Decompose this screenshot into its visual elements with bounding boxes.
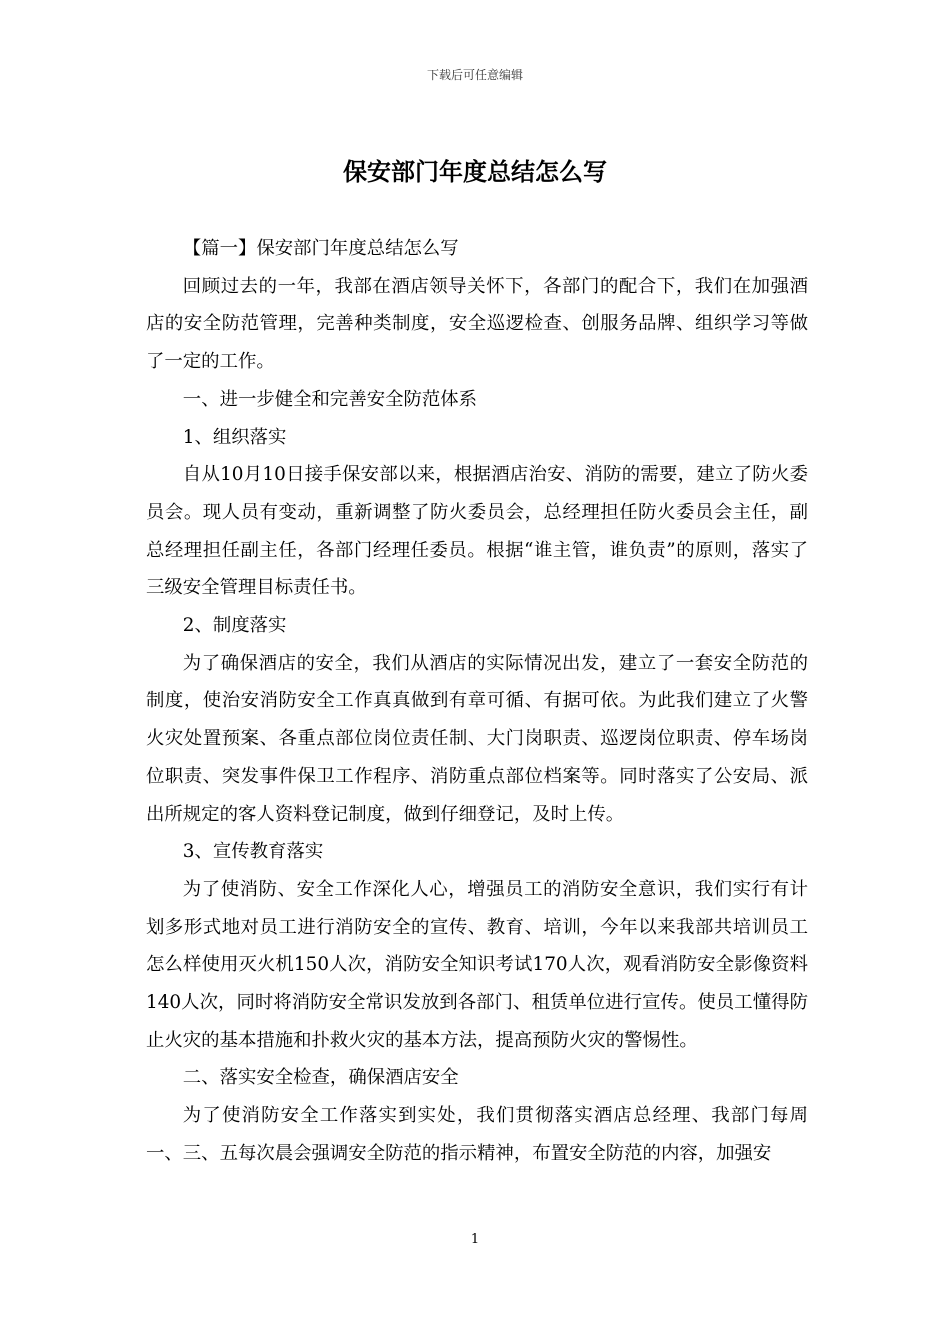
paragraph-system: 为了确保酒店的安全，我们从酒店的实际情况出发，建立了一套安全防范的制度，使治安消防安全工作真真做到有章可循、有据可依。为此我们建立了火警火灾处置预案、各重点部位岗位责任制、大门岗职责、巡逻岗位职责、停车场岗位职责、突发事件保卫工作程序、消防重点部位档案等。同时落实了公安局、派出所规定的客人资料登记制度，做到仔细登记，及时上传。 xyxy=(146,652,808,825)
section-heading-1: 一、进一步健全和完善安全防范体系 xyxy=(182,388,478,410)
subheading-organization: 1、组织落实 xyxy=(182,426,287,448)
paragraph-review: 回顾过去的一年，我部在酒店领导关怀下，各部门的配合下，我们在加强酒店的安全防范管理，完善种类制度，安全巡逻检查、创服务品牌、组织学习等做了一定的工作。 xyxy=(146,275,808,373)
document-body xyxy=(146,230,808,1173)
section-heading-part-one: 【篇一】保安部门年度总结怎么写 xyxy=(182,238,459,259)
header-note: 下载后可任意编辑 xyxy=(426,68,523,82)
subheading-system: 2、制度落实 xyxy=(182,615,287,637)
document-title: 保安部门年度总结怎么写 xyxy=(343,157,607,186)
section-heading-2: 二、落实安全检查，确保酒店安全 xyxy=(182,1067,459,1089)
paragraph-inspection: 为了使消防安全工作落实到实处，我们贯彻落实酒店总经理、我部门每周一、三、五每次晨会强调安全防范的指示精神，布置安全防范的内容，加强安 xyxy=(146,1105,808,1164)
paragraph-organization: 自从10月10日接手保安部以来，根据酒店治安、消防的需要，建立了防火委员会。现人员有变动，重新调整了防火委员会，总经理担任防火委员会主任，副总经理担任副主任，各部门经理任委员。根据“谁主管，谁负责”的原则，落实了三级安全管理目标责任书。 xyxy=(146,464,808,599)
subheading-education: 3、宣传教育落实 xyxy=(182,841,324,863)
paragraph-education: 为了使消防、安全工作深化人心，增强员工的消防安全意识，我们实行有计划多形式地对员工进行消防安全的宣传、教育、培训，今年以来我部共培训员工怎么样使用灭火机150人次，消防安全知识考试170人次，观看消防安全影像资料140人次，同时将消防安全常识发放到各部门、租赁单位进行宣传。使员工懂得防止火灾的基本措施和扑救火灾的基本方法，提高预防火灾的警惕性。 xyxy=(146,878,808,1051)
page-number: 1 xyxy=(470,1232,480,1247)
